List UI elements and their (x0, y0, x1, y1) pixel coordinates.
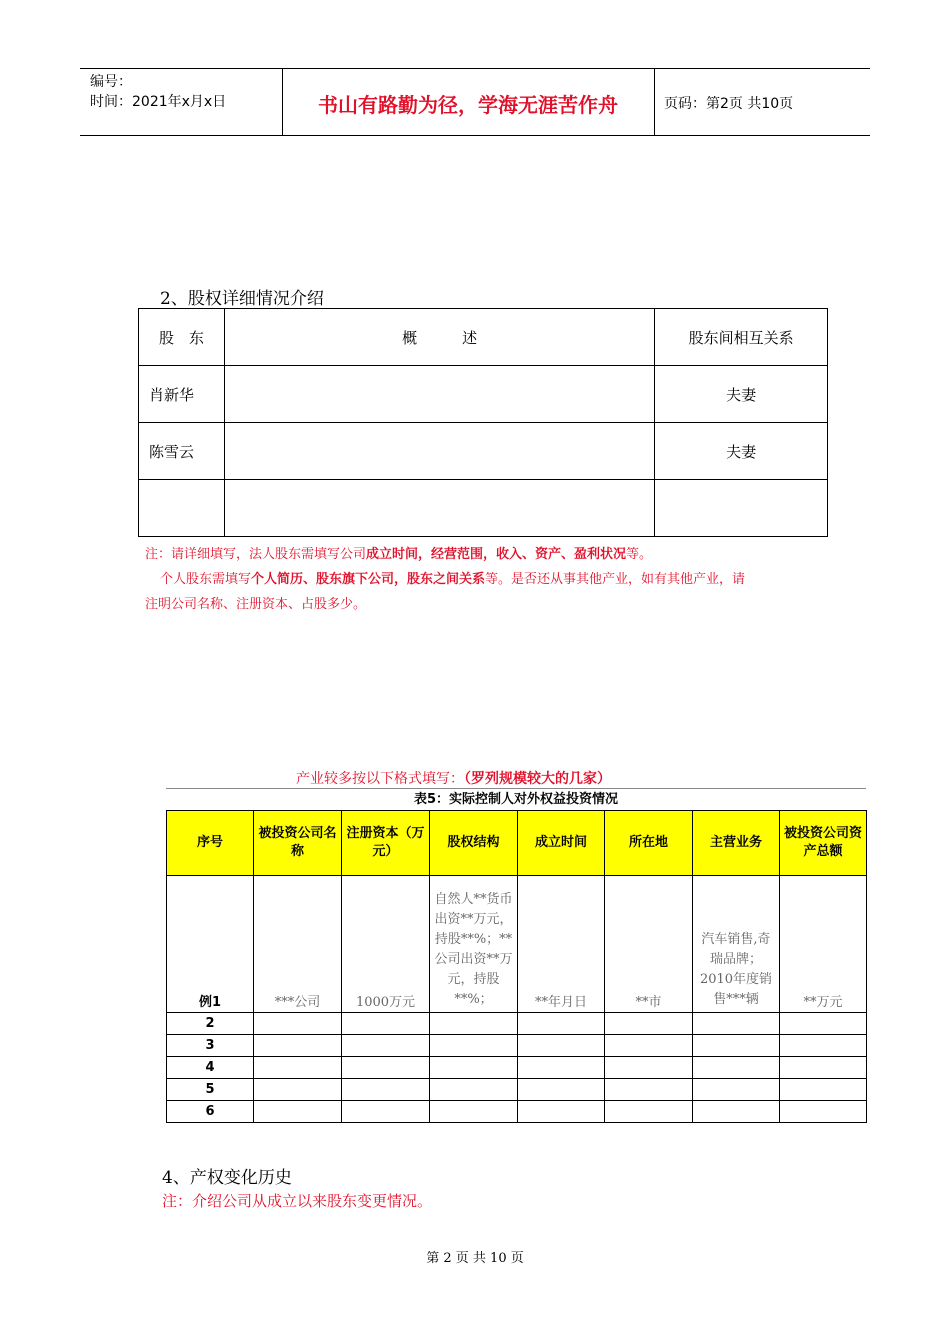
doc-number-label: 编号： (90, 74, 132, 90)
note-text: 等。是否还从事其他产业，如有其他产业，请 (485, 572, 746, 587)
table-cell (254, 1035, 342, 1057)
caption-text: 产业较多按以下格式填写： (296, 771, 464, 787)
section-title-equity: 2、股权详细情况介绍 (160, 289, 324, 309)
table-cell (605, 1057, 693, 1079)
header-cell: 被投资公司名称 (254, 811, 342, 876)
shareholder-summary (224, 480, 654, 537)
shareholder-relation (655, 480, 828, 537)
header-cell: 股东间相互关系 (655, 309, 828, 366)
header-cell: 所在地 (605, 811, 693, 876)
note-line-1 (145, 542, 825, 567)
table-cell (518, 1035, 605, 1057)
shareholder-name: 陈雪云 (139, 423, 225, 480)
row-number: 6 (167, 1101, 254, 1123)
page-footer: 第 2 页 共 10 页 (426, 1251, 524, 1266)
ownership-history-note: 注：介绍公司从成立以来股东变更情况。 (162, 1192, 433, 1210)
main-business: 汽车销售,奇瑞品牌；2010年度销售***辆 (693, 876, 780, 1013)
table-cell (254, 1013, 342, 1035)
table-cell (342, 1035, 430, 1057)
table-row (167, 1079, 867, 1101)
note-text: 注：请详细填写，法人股东需填写公司 (145, 547, 367, 562)
header-top-rule (80, 68, 870, 69)
table-cell (780, 1079, 867, 1101)
doc-time-label: 时间：2021年x月x日 (90, 94, 227, 110)
table-cell (518, 1079, 605, 1101)
header-cell: 股 东 (139, 309, 225, 366)
table-row-example (167, 876, 867, 1013)
section-title-ownership-history: 4、产权变化历史 (162, 1168, 292, 1188)
table-header-row (167, 811, 867, 876)
note-line-2 (145, 567, 825, 592)
equity-structure: 自然人**货币出资**万元，持股**%；**公司出资**万元，持股**%； (430, 876, 518, 1013)
shareholder-table (138, 308, 828, 537)
table-row (139, 423, 828, 480)
header-cell: 概 述 (224, 309, 654, 366)
row-number: 5 (167, 1079, 254, 1101)
location: **市 (605, 876, 693, 1013)
table-row (167, 1035, 867, 1057)
table-cell (693, 1035, 780, 1057)
table-row (167, 1013, 867, 1035)
table-cell (342, 1013, 430, 1035)
total-assets: **万元 (780, 876, 867, 1013)
investment-table (166, 810, 867, 1123)
table-cell (430, 1057, 518, 1079)
table-cell (605, 1035, 693, 1057)
table-cell (605, 1101, 693, 1123)
table-cell (254, 1101, 342, 1123)
header-cell: 注册资本（万元） (342, 811, 430, 876)
note-emphasis: 成立时间，经营范围，收入、资产、盈利状况 (366, 547, 627, 562)
row-number: 例1 (167, 876, 254, 1013)
table-header-row (139, 309, 828, 366)
founded-date: **年月日 (518, 876, 605, 1013)
shareholder-relation: 夫妻 (655, 423, 828, 480)
table-row (167, 1057, 867, 1079)
table-cell (342, 1101, 430, 1123)
table-cell (518, 1013, 605, 1035)
table-cell (693, 1101, 780, 1123)
header-meta (90, 72, 226, 112)
shareholder-summary (224, 366, 654, 423)
table-cell (780, 1057, 867, 1079)
header-cell: 主营业务 (693, 811, 780, 876)
table-row (139, 480, 828, 537)
table-cell (430, 1035, 518, 1057)
note-text: 等。 (626, 547, 653, 562)
table5-title: 表5：实际控制人对外权益投资情况 (166, 788, 866, 809)
registered-capital: 1000万元 (342, 876, 430, 1013)
shareholder-name (139, 480, 225, 537)
shareholder-summary (224, 423, 654, 480)
table-cell (342, 1057, 430, 1079)
table5-caption (296, 768, 611, 788)
header-cell: 股权结构 (430, 811, 518, 876)
header-cell: 被投资公司资产总额 (780, 811, 867, 876)
table-cell (693, 1057, 780, 1079)
note-text: 个人股东需填写 (160, 572, 252, 587)
header-page-info: 页码：第2页 共10页 (664, 96, 794, 112)
table-cell (780, 1013, 867, 1035)
table-cell (693, 1079, 780, 1101)
table-row (167, 1101, 867, 1123)
table-cell (342, 1079, 430, 1101)
header-cell: 成立时间 (518, 811, 605, 876)
table-cell (430, 1079, 518, 1101)
table-cell (254, 1057, 342, 1079)
header-motto: 书山有路勤为径，学海无涯苦作舟 (318, 93, 618, 117)
row-number: 4 (167, 1057, 254, 1079)
table-cell (693, 1013, 780, 1035)
table-cell (780, 1101, 867, 1123)
row-number: 2 (167, 1013, 254, 1035)
table-cell (605, 1013, 693, 1035)
table-cell (518, 1057, 605, 1079)
header-cell: 序号 (167, 811, 254, 876)
company-name: ***公司 (254, 876, 342, 1013)
equity-note (145, 542, 825, 617)
row-number: 3 (167, 1035, 254, 1057)
table-cell (780, 1035, 867, 1057)
caption-emphasis: （罗列规模较大的几家） (464, 771, 611, 787)
table-cell (518, 1101, 605, 1123)
table-cell (254, 1079, 342, 1101)
shareholder-name: 肖新华 (139, 366, 225, 423)
header-bottom-rule (80, 135, 870, 136)
table-cell (430, 1101, 518, 1123)
table-cell (605, 1079, 693, 1101)
shareholder-relation: 夫妻 (655, 366, 828, 423)
table-cell (430, 1013, 518, 1035)
table-row (139, 366, 828, 423)
note-emphasis: 个人简历、股东旗下公司，股东之间关系 (251, 572, 486, 587)
header-divider (654, 69, 655, 136)
note-line-3: 注明公司名称、注册资本、占股多少。 (145, 597, 367, 612)
